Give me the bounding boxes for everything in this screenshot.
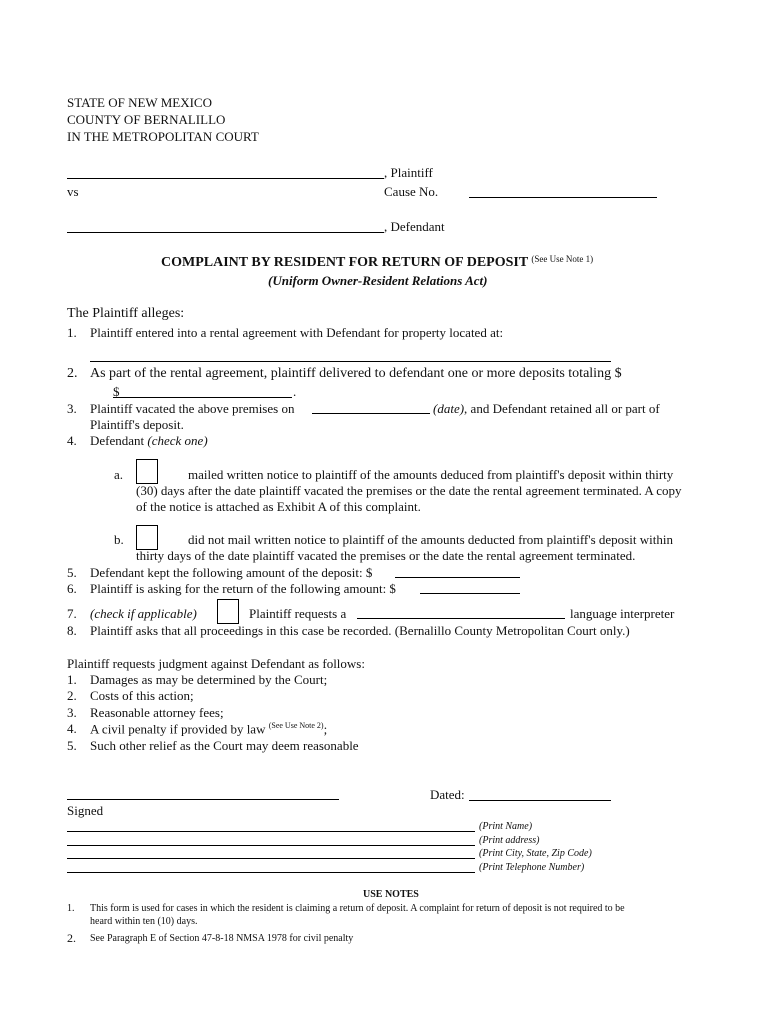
allegation-4-text: Defendant (check one) [90,433,208,448]
option-b-checkbox[interactable] [136,525,158,550]
allegation-6-text: Plaintiff is asking for the return of the following amount: $ [90,581,396,596]
deposit-period: . [293,384,297,399]
plaintiff-label: , Plaintiff [384,165,433,180]
allegation-2-text: As part of the rental agreement, plaintiff delivered to defendant one or more deposits totaling $ [90,366,622,381]
judgment-2-text: Costs of this action; [90,688,194,703]
allegation-3-cont: Plaintiff's deposit. [90,417,184,432]
defendant-label: , Defendant [384,219,445,234]
allegation-5-text: Defendant kept the following amount of the deposit: $ [90,565,373,580]
allegation-3-pre: Plaintiff vacated the above premises on [90,401,295,416]
option-b-line2: thirty days of the date plaintiff vacated the premises or the date the rental agreement terminated. [136,548,636,563]
judgment-5-text: Such other relief as the Court may deem reasonable [90,738,359,753]
option-b-letter: b. [114,532,124,547]
print-phone-field[interactable] [67,872,475,873]
allegation-7-italic: (check if applicable) [90,606,197,621]
court-state: STATE OF NEW MEXICO [67,95,212,110]
use-notes-heading: USE NOTES [363,889,419,900]
interpreter-checkbox[interactable] [217,599,239,624]
cause-no-field[interactable] [469,197,657,198]
deposit-total-field[interactable] [113,397,292,398]
dated-field[interactable] [469,800,611,801]
print-address-label: (Print address) [479,835,540,846]
use-note-2-text: See Paragraph E of Section 47-8-18 NMSA 1978 for civil penalty [90,933,354,944]
allegation-7-pre: Plaintiff requests a [249,606,347,621]
allegation-1-text: Plaintiff entered into a rental agreement with Defendant for property located at: [90,325,504,340]
court-county: COUNTY OF BERNALILLO [67,112,226,127]
judgment-1-num: 1. [67,672,77,687]
dated-label: Dated: [430,787,465,802]
option-a-checkbox[interactable] [136,459,158,484]
allegation-7-num: 7. [67,606,77,621]
use-note-1-line2: heard within ten (10) days. [90,916,198,927]
property-address-field[interactable] [90,361,611,362]
allegation-1-num: 1. [67,325,77,340]
interpreter-language-field[interactable] [357,618,565,619]
print-name-label: (Print Name) [479,821,533,832]
use-note-1-num: 1. [67,903,75,914]
print-phone-label: (Print Telephone Number) [479,862,585,873]
allegation-6-num: 6. [67,581,77,596]
print-city-label: (Print City, State, Zip Code) [479,848,592,859]
court-name: IN THE METROPOLITAN COURT [67,129,259,144]
judgment-intro: Plaintiff requests judgment against Defendant as follows: [67,656,365,671]
allegation-3-num: 3. [67,401,77,416]
option-a-letter: a. [114,467,124,482]
print-name-field[interactable] [67,831,475,832]
kept-amount-field[interactable] [395,577,520,578]
signed-label: Signed [67,803,104,818]
option-a-line2: (30) days after the date plaintiff vacated the premises or the date the rental agreement terminated. A copy [136,483,682,498]
document-subtitle: (Uniform Owner-Resident Relations Act) [268,273,488,288]
option-a-line3: of the notice is attached as Exhibit A of this complaint. [136,499,421,514]
allegation-7-post: language interpreter [570,606,675,621]
vs-label: vs [67,184,79,199]
option-a-line1: mailed written notice to plaintiff of the amounts deduced from plaintiff's deposit within thirty [188,467,674,482]
document-title: COMPLAINT BY RESIDENT FOR RETURN OF DEPOSIT $^{(See Use Note 1)}$ [161,254,594,270]
deposit-dollar-sign: $ [113,384,120,399]
use-note-2-num: 2. [67,931,76,945]
judgment-5-num: 5. [67,738,77,753]
print-address-field[interactable] [67,845,475,846]
judgment-3-text: Reasonable attorney fees; [90,705,224,720]
cause-no-label: Cause No. [384,184,439,199]
judgment-4-text: A civil penalty if provided by law $^{(See Use Note 2)}$; [90,721,328,737]
judgment-4-num: 4. [67,721,77,736]
allegation-8-num: 8. [67,623,77,638]
defendant-name-field[interactable] [67,232,384,233]
use-note-1-line1: This form is used for cases in which the resident is claiming a return of deposit. A complaint for return of deposit is not required to be [90,903,625,914]
return-amount-field[interactable] [420,593,520,594]
judgment-1-text: Damages as may be determined by the Court; [90,672,328,687]
allegation-4-num: 4. [67,433,77,448]
allegation-3-post: (date), and Defendant retained all or part of [433,401,660,416]
option-b-line1: did not mail written notice to plaintiff of the amounts deducted from plaintiff's deposit within [188,532,673,547]
print-city-field[interactable] [67,858,475,859]
allegations-intro: The Plaintiff alleges: [67,306,185,321]
judgment-2-num: 2. [67,688,77,703]
plaintiff-name-field[interactable] [67,178,384,179]
allegation-2-num: 2. [67,366,78,381]
vacated-date-field[interactable] [312,413,430,414]
allegation-8-text: Plaintiff asks that all proceedings in this case be recorded. (Bernalillo County Metropolitan Court only.) [90,623,630,638]
signature-field[interactable] [67,799,339,800]
allegation-5-num: 5. [67,565,77,580]
judgment-3-num: 3. [67,705,77,720]
